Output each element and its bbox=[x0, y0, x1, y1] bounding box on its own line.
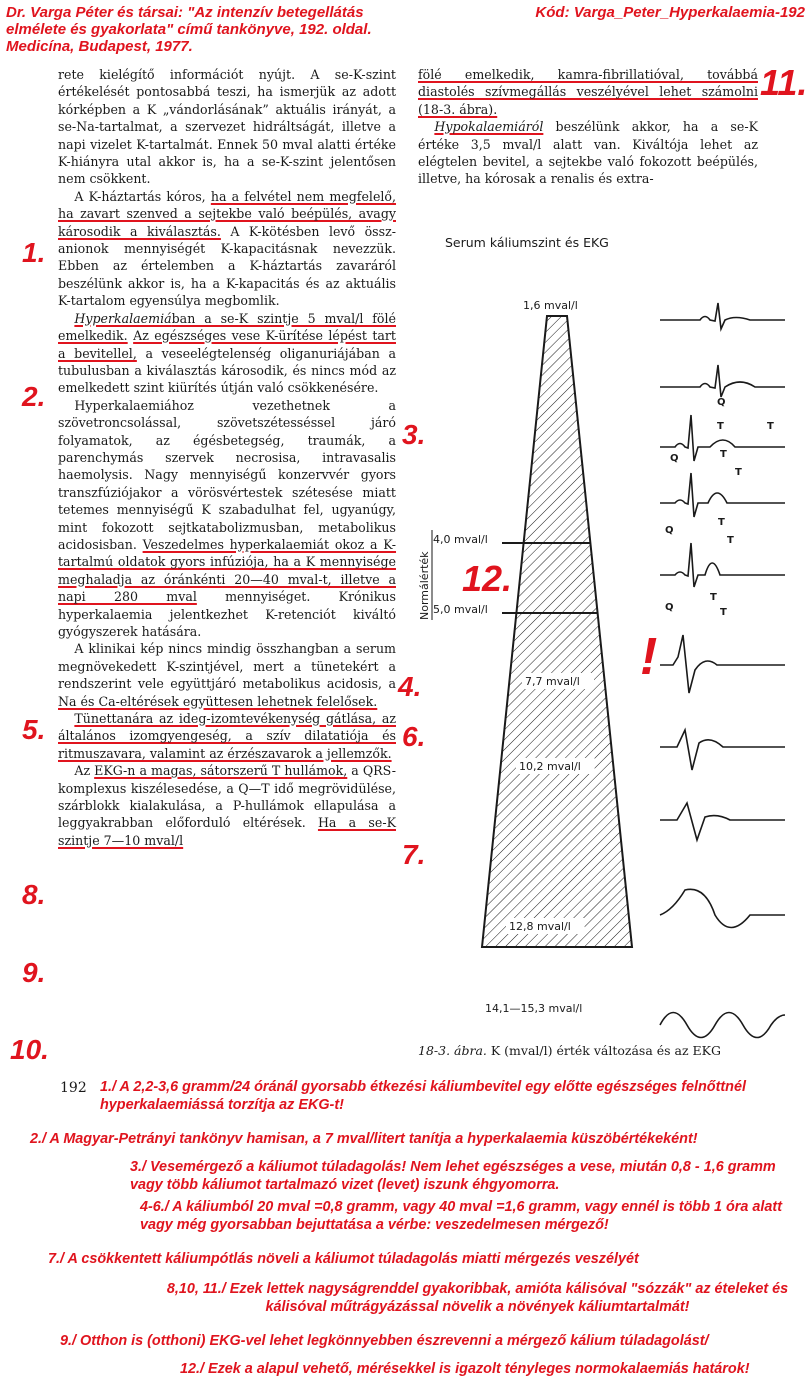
level-label: 14,1—15,3 mval/l bbox=[485, 1002, 583, 1015]
level-label: 5,0 mval/l bbox=[433, 603, 488, 616]
ekg-interval-label: T bbox=[767, 421, 774, 432]
page-number: 192 bbox=[60, 1080, 87, 1096]
underline-2: ban a se-K szintje 5 mval/l fölé emelkedik. bbox=[58, 310, 396, 344]
level-label: 10,2 mval/l bbox=[519, 760, 581, 773]
figure-title: Serum káliumszint és EKG bbox=[445, 235, 609, 250]
underline-8: Tünettanára az ideg-izomtevékenység gátlása, az általános izomgyengeség, a szív dilatatiója és ritmuszavara, valamint az érzészavarok a jellemzők. bbox=[58, 711, 396, 761]
note-12: 12./ Ezek a alapul vehető, mérésekkel is igazolt tényleges normokalaemiás határok! bbox=[180, 1361, 750, 1377]
ekg-interval-label: Q bbox=[665, 602, 674, 613]
note-4-6: 4-6./ A káliumból 20 mval =0,8 gramm, vagy 40 mval =1,6 gramm, vagy ennél is több 1 óra alatt vagy még gyorsabban bejuttatása a vérbe: veszedelmesen mérgező! bbox=[140, 1199, 782, 1233]
left-text-column bbox=[58, 66, 396, 849]
ekg-interval-label: T bbox=[735, 467, 742, 478]
underline-7: Na és Ca-eltérések együttesen lehetnek felelősek. bbox=[58, 693, 378, 709]
underline-3: Az egészséges vese K-ürítése lépést tart a bevitellel, bbox=[58, 328, 396, 361]
axis-label-normalertek: Normálérték bbox=[418, 551, 431, 620]
ekg-trace-6 bbox=[660, 635, 785, 693]
ekg-interval-label: T bbox=[720, 607, 727, 618]
level-label: 7,7 mval/l bbox=[525, 675, 580, 688]
ekg-trace-7 bbox=[660, 730, 785, 770]
note-3: 3./ Vesemérgező a káliumot túladagolás! Nem lehet egészséges a vese, miután 0,8 - 1,6 gramm vagy több káliumot tartalmazó vizet (levet) iszunk éhgyomorra. bbox=[130, 1159, 776, 1193]
ekg-trace-9 bbox=[660, 889, 785, 927]
note-1: 1./ A 2,2-3,6 gramm/24 óránál gyorsabb étkezési káliumbevitel egy előtte egészséges felnőttnél hyperkalaemiássá torzítja az EKG-t! bbox=[100, 1079, 746, 1113]
marker-11: 11. bbox=[760, 62, 808, 103]
marker-7: 7. bbox=[402, 839, 426, 870]
marker-4: 4. bbox=[398, 671, 422, 702]
header-source-citation: Dr. Varga Péter és társai: "Az intenzív betegellátás elmélete és gyakorlata" című tankönyve, 192. oldal. Medicína, Budapest, 1977. bbox=[6, 4, 372, 55]
level-label: 4,0 mval/l bbox=[433, 533, 488, 546]
ekg-trace-10 bbox=[660, 1013, 785, 1038]
ekg-interval-label: T bbox=[727, 535, 734, 546]
note-8-10-11: 8,10, 11./ Ezek lettek nagyságrenddel gyakoribbak, amióta kálisóval "sózzák" az ételeket és kálisóval műtrágyázással növelik a növények káliumtartalmát! bbox=[166, 1281, 789, 1315]
ekg-traces bbox=[660, 303, 785, 1038]
right-text-column bbox=[418, 66, 758, 188]
note-7: 7./ A csökkentett káliumpótlás növeli a káliumot túladagolás miatti mérgezés veszélyét bbox=[48, 1251, 639, 1267]
marker-6: 6. bbox=[402, 721, 426, 752]
ekg-trace-2 bbox=[660, 365, 785, 397]
figure-caption: 18-3. ábra. K (mval/l) érték változása és az EKG bbox=[418, 1043, 722, 1058]
marker-12: 12. bbox=[462, 558, 513, 599]
ekg-trace-8 bbox=[660, 803, 785, 840]
ekg-interval-label: T bbox=[718, 517, 725, 528]
potassium-trapezoid bbox=[482, 316, 632, 947]
marker-5: 5. bbox=[22, 714, 46, 745]
ekg-interval-label: T bbox=[710, 592, 717, 603]
header-code: Kód: Varga_Peter_Hyperkalaemia-192 bbox=[535, 4, 805, 21]
ekg-trace-5 bbox=[660, 543, 785, 587]
marker-10: 10. bbox=[10, 1034, 49, 1065]
potassium-ekg-figure bbox=[405, 225, 805, 1065]
paragraph-k-budget: A K-háztartás kóros, ha a felvétel nem megfelelő, ha zavart szenved a sejtekbe való beépülés, avagy károsodik a kiválasztás. A K-kötésben levő össz-anionok mennyiségét K-kapacitásnak nevezzük. Ebben az értelemben a K-háztartás zavaráról beszélünk akkor is, ha a K-kapacitás és az aktuális K-tartalom egyensúlya megbomlik. bbox=[58, 188, 397, 309]
ekg-interval-label: Q bbox=[717, 397, 726, 408]
paragraph-hyperkalaemia: Hyperkalaemiában a se-K szintje 5 mval/l fölé emelkedik. Az egészséges vese K-ürítése lépést tart a bevitellel, a veseelégtelenség oliganuriájában a tubulusban a kiválasztás károsodik, és nincs mód az emelkedett szint kiürítés útján való csökkenésére. bbox=[58, 310, 396, 396]
paragraph-ekg: Az EKG-n a magas, sátorszerű T hullámok, a QRS-komplexus kiszélesedése, a Q—T idő megrövidülése, szárblokk kialakulása, a P-hullámok ellapulása a leggyakrabban előforduló eltérések. Ha a se-K szintje 7—10 mval/l bbox=[58, 763, 397, 848]
ekg-interval-labels bbox=[665, 397, 774, 618]
paragraph-clinical: A klinikai kép nincs mindig összhangban a serum megnövekedett K-szintjével, mert a tünetekért a rendszerint vele együttjáró metabolikus acidosis, a Na és Ca-eltérések együttesen lehetnek felelősek. bbox=[58, 641, 396, 709]
paragraph-continuation bbox=[418, 66, 758, 118]
level-label: 12,8 mval/l bbox=[509, 920, 571, 933]
ekg-interval-label: Q bbox=[665, 525, 674, 536]
paragraph-symptoms bbox=[58, 710, 396, 762]
marker-1: 1. bbox=[22, 237, 46, 268]
marker-exclamation: ! bbox=[640, 628, 658, 686]
paragraph-hypokalaemia: Hypokalaemiáról beszélünk akkor, ha a se-K értéke 3,5 mval/l alatt van. Kiváltója lehet az elégtelen bevitel, a sejtekbe való fokozott beépülés, illetve, ha kórosak a renalis és extra- bbox=[418, 119, 758, 187]
paragraph-causes: Hyperkalaemiához vezethetnek a szövetroncsolással, szövetszétesséssel járó folyamatok, az égésbetegség, traumák, a parenchymás szervek necrosisa, intravasalis haemolysis. Nagy mennyiségű konzervvér gyors transzfúziójakor a vörösvértestek szétesése miatt tetemes mennyiségű K szabadulhat fel, ugyanúgy, mint fokozott sejtkatabolizmusban, metabolikus acidosisban. Veszedelmes hyperkalaemiát okoz a K-tartalmú oldatok gyors infúziója, ha a K mennyisége meghaladja az óránkénti 20—40 mval-t, illetve a napi 280 mval mennyiséget. Krónikus hyperkalaemia jelentkezhet K-retenciót kiváltó gyógyszerek hatására. bbox=[58, 397, 397, 639]
ekg-interval-label: T bbox=[717, 421, 724, 432]
note-2: 2./ A Magyar-Petrányi tankönyv hamisan, a 7 mval/litert tanítja a hyperkalaemia küszöbértékeként! bbox=[30, 1131, 698, 1147]
underline-1: ha a felvétel nem megfelelő, ha zavart szenved a sejtekbe való beépülés, avagy károsodik a kiválasztás. bbox=[58, 188, 397, 239]
marker-2: 2. bbox=[22, 381, 46, 412]
level-label: 1,6 mval/l bbox=[523, 299, 578, 312]
marker-8: 8. bbox=[22, 879, 46, 910]
underline-10: Ha a se-K szintje 7—10 mval/l bbox=[58, 815, 396, 848]
underline-9: EKG-n a magas, sátorszerű T hullámok, bbox=[94, 763, 348, 779]
underline-11: fölé emelkedik, kamra-fibrillatióval, továbbá diastolés szívmegállás veszélyével lehet számolni (18-3. ábra). bbox=[418, 67, 758, 117]
marker-9: 9. bbox=[22, 957, 46, 988]
ekg-trace-1 bbox=[660, 303, 785, 329]
underline-4-6: Veszedelmes hyperkalaemiát okoz a K-tartalmú oldatok gyors infúziója, ha a K mennyisége meghaladja az óránkénti 20—40 mval-t, illetve a napi 280 mval bbox=[58, 536, 397, 605]
paragraph-intro: rete kielégítő információt nyújt. A se-K-szint értékelését pontosabbá teszi, ha ismerjük az adott kórképben a K „vándorlásának” aktuális irányát, a se-Na-tartalmat, a szervezet hidráltságát, illetve a napi vizelet K-tartalmát. Ennek 50 mval alatti értéke K-hiányra utal akkor is, ha a se-K-szint jelentősen nem csökkent. bbox=[58, 67, 396, 187]
note-9: 9./ Otthon is (otthoni) EKG-vel lehet legkönnyebben észrevenni a mérgező kálium túladagolást/ bbox=[60, 1333, 709, 1349]
ekg-trace-4 bbox=[660, 473, 785, 517]
ekg-interval-label: Q bbox=[670, 453, 679, 464]
ekg-interval-label: T bbox=[720, 449, 727, 460]
marker-3: 3. bbox=[402, 419, 426, 450]
